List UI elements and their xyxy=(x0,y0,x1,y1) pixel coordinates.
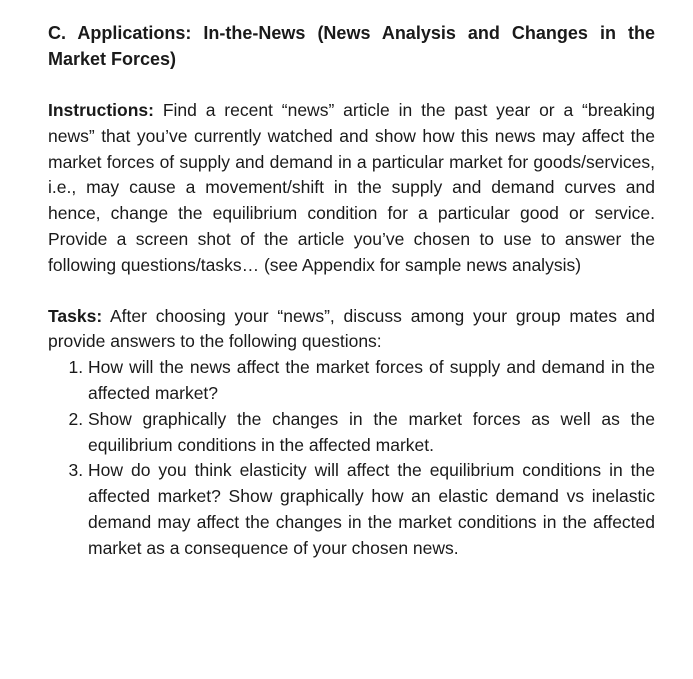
task-item: 3. How do you think elasticity will affect the equilibrium conditions in the affected market? Show graphically how an elastic demand vs inelastic demand may affect the changes in the market conditions in the affected market as a consequence of your chosen news. xyxy=(88,458,655,561)
tasks-paragraph xyxy=(48,304,655,356)
task-item: 2. Show graphically the changes in the market forces as well as the equilibrium conditions in the affected market. xyxy=(88,407,655,459)
section-heading: C. Applications: In-the-News (News Analysis and Changes in the Market Forces) xyxy=(48,23,655,69)
task-list xyxy=(48,355,655,561)
tasks-text: After choosing your “news”, discuss among your group mates and provide answers to the following questions: xyxy=(48,305,655,352)
spacer xyxy=(48,279,655,304)
tasks-label: Tasks: xyxy=(48,305,103,326)
spacer xyxy=(48,72,655,98)
instructions-text: Find a recent “news” article in the past year or a “breaking news” that you’ve currently watched and show how this news may affect the market forces of supply and demand in a particular market for goods/services, i.e., may cause a movement/shift in the supply and demand curves and hence, change the equilibrium condition for a particular good or service. Provide a screen shot of the article you’ve chosen to use to answer the following questions/tasks… (see Appendix for sample news analysis) xyxy=(48,100,655,275)
instructions-paragraph xyxy=(48,98,655,279)
instructions-label: Instructions: xyxy=(48,100,154,120)
task-item: 1. How will the news affect the market forces of supply and demand in the affected market? xyxy=(88,355,655,407)
